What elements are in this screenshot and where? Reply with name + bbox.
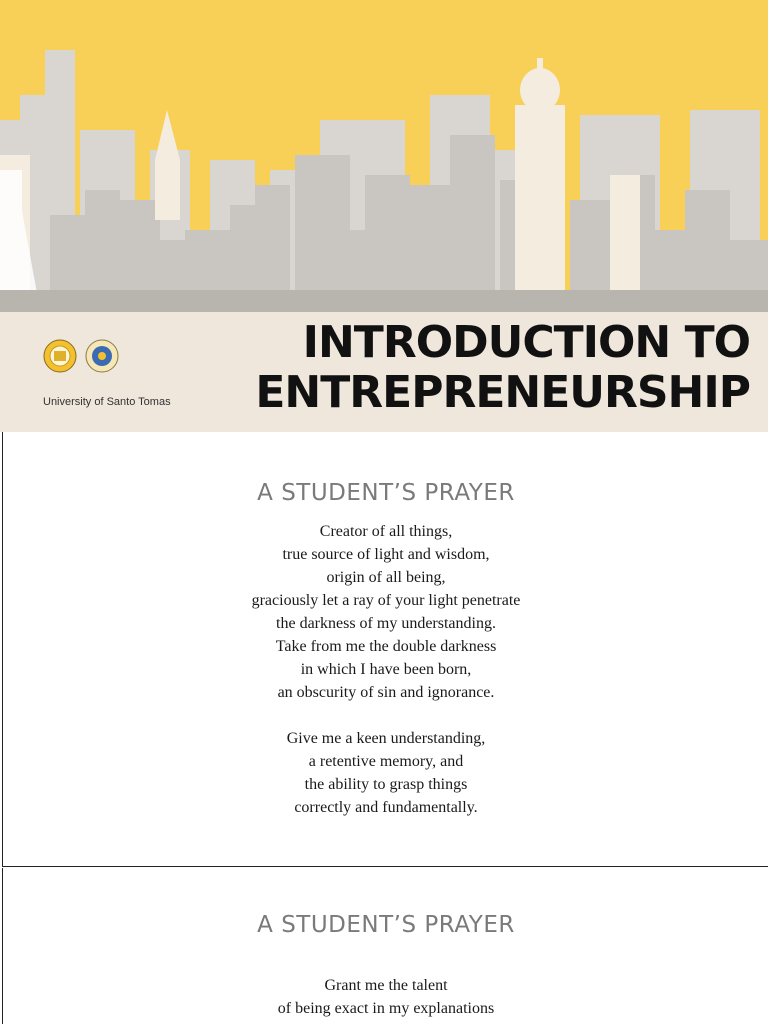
prayer-text [3,974,768,1020]
prayer-line: correctly and fundamentally. [294,799,478,816]
slide-heading: A STUDENT’S PRAYER [257,480,515,506]
prayer-line: in which I have been born, [300,661,472,678]
prayer-line: Creator of all things, [319,523,453,540]
prayer-line: Grant me the talent [324,977,448,994]
prayer-line: graciously let a ray of your light penetrate [251,592,521,609]
prayer-line: a retentive memory, and [308,753,464,770]
prayer-slide-1 [2,432,768,867]
stanza-break [3,704,768,727]
cover-slide [0,0,768,432]
prayer-line: of being exact in my explanations [277,1000,495,1017]
prayer-line: Give me a keen understanding, [286,730,486,747]
prayer-slide-2 [2,868,768,1024]
prayer-line: the ability to grasp things [304,776,468,793]
course-title-line-2: ENTREPRENEURSHIP [255,367,750,418]
slide-heading: A STUDENT’S PRAYER [257,912,515,938]
prayer-line: the darkness of my understanding. [276,615,496,632]
course-title [255,318,750,418]
prayer-line: origin of all being, [326,569,446,586]
prayer-text [3,520,768,819]
city-skyline-illustration [0,0,768,312]
ust-seal-logo [43,339,77,373]
college-seal-logo [85,339,119,373]
course-title-line-1: INTRODUCTION TO [302,317,750,368]
university-name: University of Santo Tomas [43,396,171,408]
prayer-line: an obscurity of sin and ignorance. [277,684,495,701]
prayer-line: true source of light and wisdom, [282,546,490,563]
prayer-line: Take from me the double darkness [275,638,497,655]
